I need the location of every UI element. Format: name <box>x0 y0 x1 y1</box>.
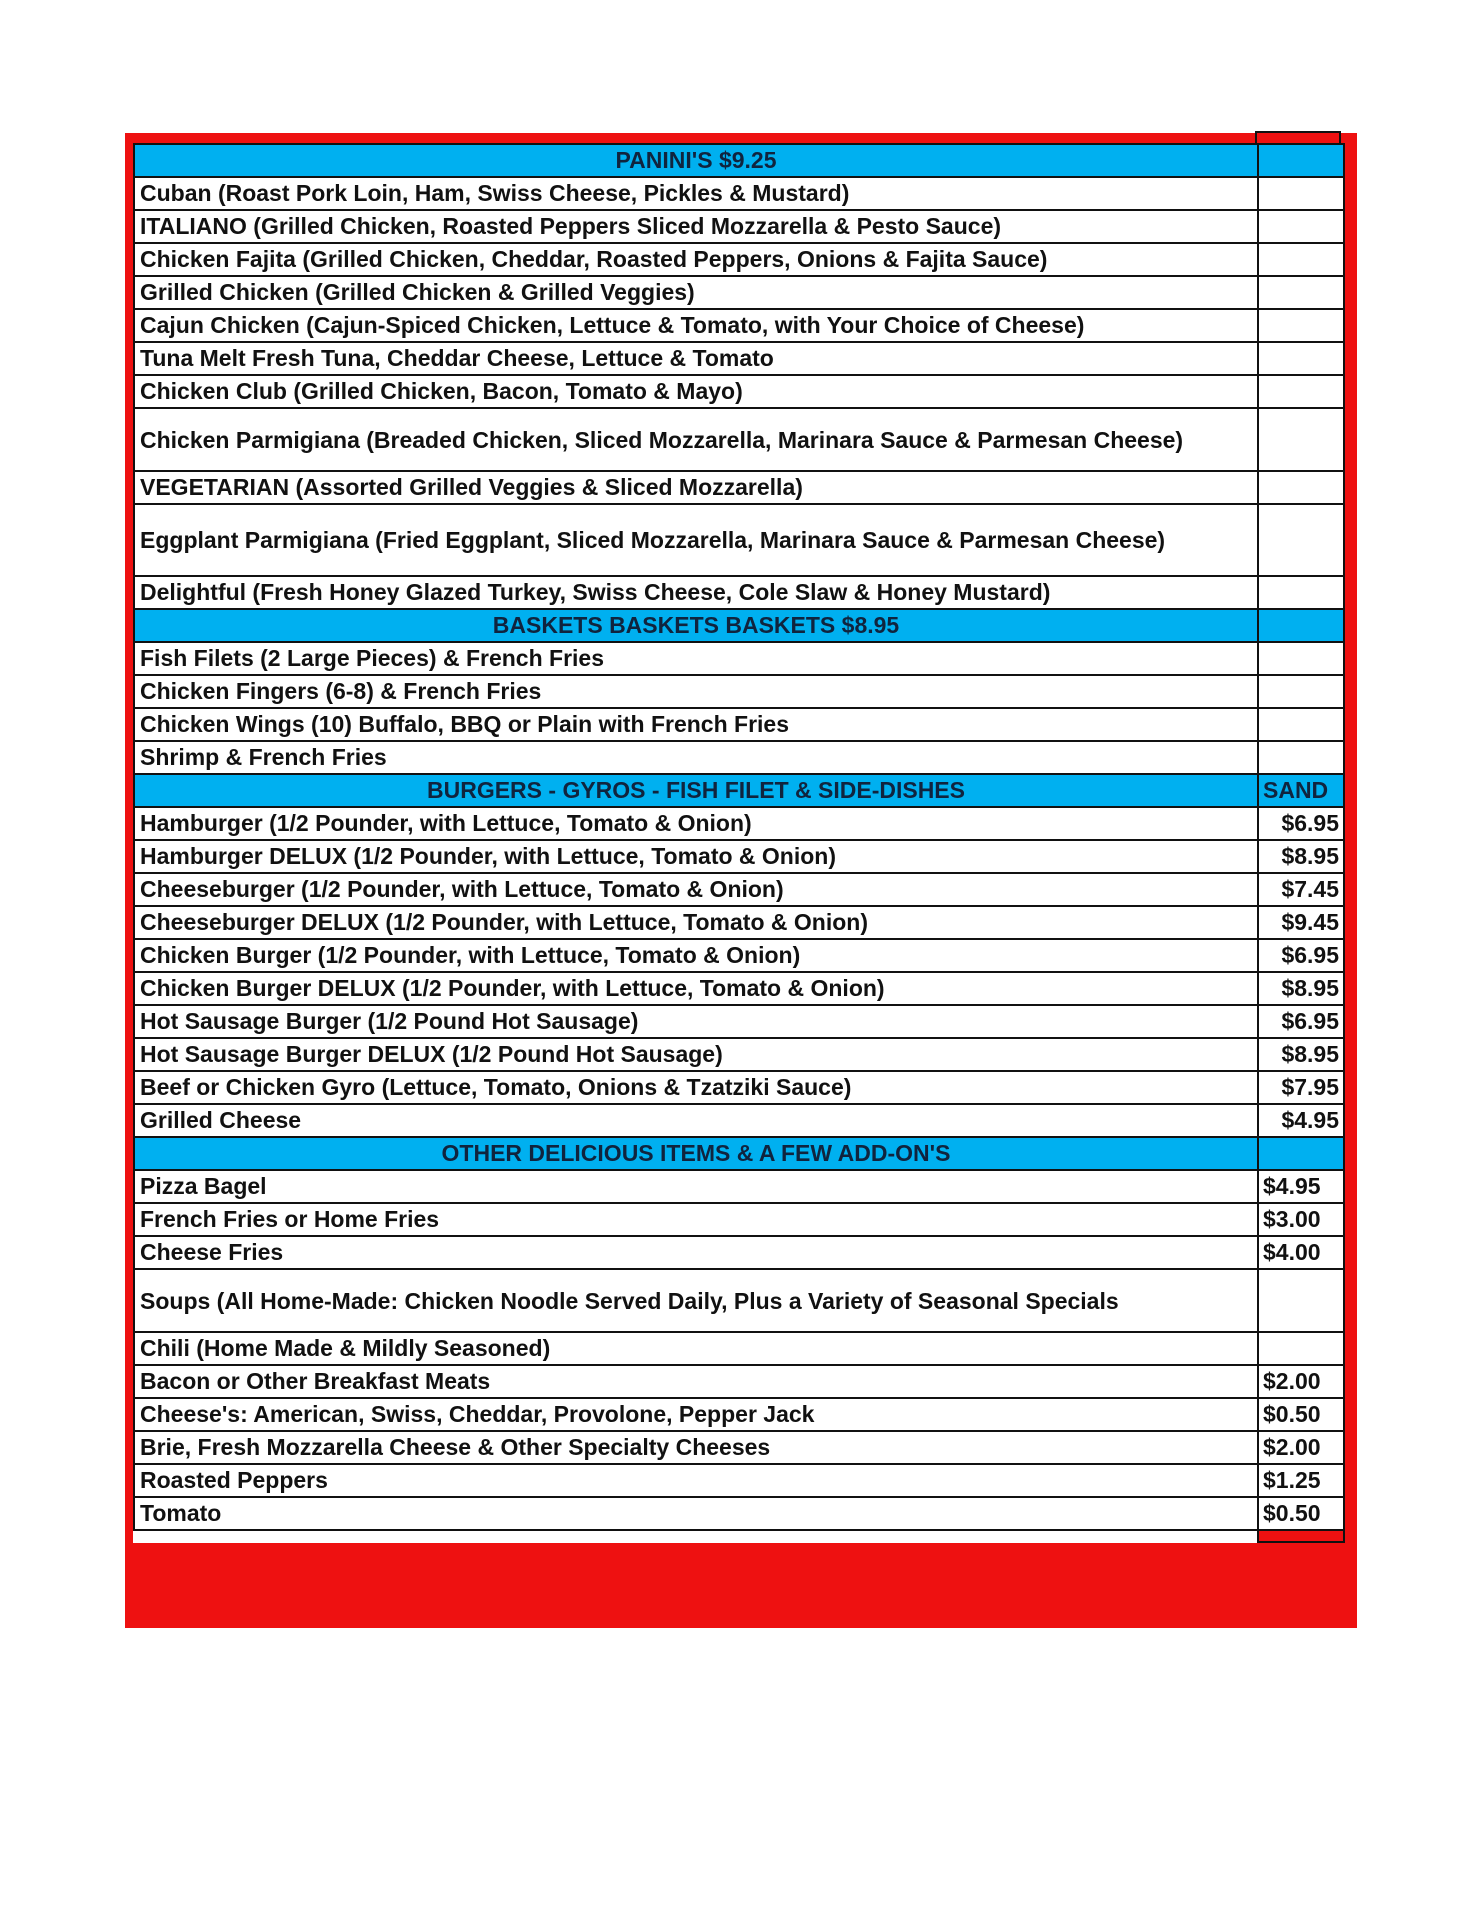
menu-table <box>133 143 1345 1543</box>
item-name: Grilled Chicken (Grilled Chicken & Grilled Veggies) <box>134 276 1258 309</box>
item-name: Chili (Home Made & Mildly Seasoned) <box>134 1332 1258 1365</box>
item-price: $4.95 <box>1258 1170 1344 1203</box>
menu-item-row <box>134 1005 1344 1038</box>
section-title: BASKETS BASKETS BASKETS $8.95 <box>134 609 1258 642</box>
section-column-label <box>1258 1137 1344 1170</box>
item-price: $9.45 <box>1258 906 1344 939</box>
menu-item-row <box>134 807 1344 840</box>
menu-item-row <box>134 1431 1344 1464</box>
item-price: $8.95 <box>1258 972 1344 1005</box>
item-name: Shrimp & French Fries <box>134 741 1258 774</box>
item-name: Cuban (Roast Pork Loin, Ham, Swiss Cheese, Pickles & Mustard) <box>134 177 1258 210</box>
item-price <box>1258 471 1344 504</box>
menu-item-row <box>134 675 1344 708</box>
item-price <box>1258 576 1344 609</box>
item-price <box>1258 675 1344 708</box>
menu-item-row <box>134 1365 1344 1398</box>
item-name: Eggplant Parmigiana (Fried Eggplant, Sliced Mozzarella, Marinara Sauce & Parmesan Cheese) <box>134 504 1258 576</box>
menu-item-row <box>134 504 1344 576</box>
item-name: VEGETARIAN (Assorted Grilled Veggies & Sliced Mozzarella) <box>134 471 1258 504</box>
menu-item-row <box>134 276 1344 309</box>
item-name: Cheese Fries <box>134 1236 1258 1269</box>
table-tail <box>134 1530 1344 1542</box>
menu-item-row <box>134 840 1344 873</box>
menu-item-row <box>134 1071 1344 1104</box>
item-price <box>1258 504 1344 576</box>
item-price: $7.45 <box>1258 873 1344 906</box>
item-price <box>1258 708 1344 741</box>
item-price: $4.00 <box>1258 1236 1344 1269</box>
item-name: Fish Filets (2 Large Pieces) & French Fries <box>134 642 1258 675</box>
item-price: $2.00 <box>1258 1365 1344 1398</box>
menu-item-row <box>134 708 1344 741</box>
menu-item-row <box>134 972 1344 1005</box>
item-name: Chicken Wings (10) Buffalo, BBQ or Plain with French Fries <box>134 708 1258 741</box>
item-name: Cajun Chicken (Cajun-Spiced Chicken, Lettuce & Tomato, with Your Choice of Cheese) <box>134 309 1258 342</box>
item-price <box>1258 408 1344 471</box>
item-name: Cheeseburger DELUX (1/2 Pounder, with Lettuce, Tomato & Onion) <box>134 906 1258 939</box>
menu-item-row <box>134 408 1344 471</box>
item-name: Hot Sausage Burger (1/2 Pound Hot Sausage) <box>134 1005 1258 1038</box>
menu-item-row <box>134 1236 1344 1269</box>
menu-item-row <box>134 576 1344 609</box>
item-name: Tuna Melt Fresh Tuna, Cheddar Cheese, Lettuce & Tomato <box>134 342 1258 375</box>
item-name: Soups (All Home-Made: Chicken Noodle Served Daily, Plus a Variety of Seasonal Specials <box>134 1269 1258 1332</box>
item-price <box>1258 1269 1344 1332</box>
item-price <box>1258 1332 1344 1365</box>
section-column-label <box>1258 144 1344 177</box>
item-price <box>1258 642 1344 675</box>
section-header-baskets <box>134 609 1344 642</box>
item-name: Roasted Peppers <box>134 1464 1258 1497</box>
item-name: Cheese's: American, Swiss, Cheddar, Provolone, Pepper Jack <box>134 1398 1258 1431</box>
item-price <box>1258 177 1344 210</box>
menu-item-row <box>134 342 1344 375</box>
item-name: Chicken Fajita (Grilled Chicken, Cheddar, Roasted Peppers, Onions & Fajita Sauce) <box>134 243 1258 276</box>
menu-item-row <box>134 1203 1344 1236</box>
item-name: Delightful (Fresh Honey Glazed Turkey, Swiss Cheese, Cole Slaw & Honey Mustard) <box>134 576 1258 609</box>
menu-item-row <box>134 906 1344 939</box>
section-title: PANINI'S $9.25 <box>134 144 1258 177</box>
item-name: Hot Sausage Burger DELUX (1/2 Pound Hot Sausage) <box>134 1038 1258 1071</box>
item-price <box>1258 243 1344 276</box>
item-name: Brie, Fresh Mozzarella Cheese & Other Specialty Cheeses <box>134 1431 1258 1464</box>
item-price: $2.00 <box>1258 1431 1344 1464</box>
section-title: BURGERS - GYROS - FISH FILET & SIDE-DISHES <box>134 774 1258 807</box>
menu-item-row <box>134 210 1344 243</box>
item-price <box>1258 375 1344 408</box>
menu-item-row <box>134 1398 1344 1431</box>
item-price <box>1258 342 1344 375</box>
item-price: $8.95 <box>1258 1038 1344 1071</box>
item-name: Chicken Parmigiana (Breaded Chicken, Sliced Mozzarella, Marinara Sauce & Parmesan Cheese) <box>134 408 1258 471</box>
menu-item-row <box>134 375 1344 408</box>
menu-item-row <box>134 939 1344 972</box>
item-price: $0.50 <box>1258 1497 1344 1530</box>
item-price: $4.95 <box>1258 1104 1344 1137</box>
section-column-label <box>1258 609 1344 642</box>
item-name: French Fries or Home Fries <box>134 1203 1258 1236</box>
section-header-burgers <box>134 774 1344 807</box>
menu-item-row <box>134 309 1344 342</box>
menu-item-row <box>134 471 1344 504</box>
menu-item-row <box>134 1104 1344 1137</box>
section-header-paninis <box>134 144 1344 177</box>
menu-item-row <box>134 1038 1344 1071</box>
item-price: $8.95 <box>1258 840 1344 873</box>
menu-item-row <box>134 873 1344 906</box>
item-name: Grilled Cheese <box>134 1104 1258 1137</box>
menu-item-row <box>134 1170 1344 1203</box>
item-name: Hamburger DELUX (1/2 Pounder, with Lettuce, Tomato & Onion) <box>134 840 1258 873</box>
menu-item-row <box>134 1332 1344 1365</box>
item-name: Bacon or Other Breakfast Meats <box>134 1365 1258 1398</box>
tail-spacer <box>134 1530 1258 1542</box>
item-name: ITALIANO (Grilled Chicken, Roasted Peppers Sliced Mozzarella & Pesto Sauce) <box>134 210 1258 243</box>
menu-item-row <box>134 642 1344 675</box>
menu-item-row <box>134 177 1344 210</box>
item-price: $6.95 <box>1258 939 1344 972</box>
item-price: $6.95 <box>1258 807 1344 840</box>
menu-item-row <box>134 1269 1344 1332</box>
section-title: OTHER DELICIOUS ITEMS & A FEW ADD-ON'S <box>134 1137 1258 1170</box>
item-name: Tomato <box>134 1497 1258 1530</box>
item-name: Cheeseburger (1/2 Pounder, with Lettuce, Tomato & Onion) <box>134 873 1258 906</box>
price-column-bottom-cap <box>1258 1530 1344 1542</box>
section-column-label: SAND <box>1258 774 1344 807</box>
item-price: $3.00 <box>1258 1203 1344 1236</box>
menu-item-row <box>134 741 1344 774</box>
item-name: Chicken Burger (1/2 Pounder, with Lettuce, Tomato & Onion) <box>134 939 1258 972</box>
item-price: $6.95 <box>1258 1005 1344 1038</box>
item-name: Chicken Burger DELUX (1/2 Pounder, with Lettuce, Tomato & Onion) <box>134 972 1258 1005</box>
item-name: Chicken Fingers (6-8) & French Fries <box>134 675 1258 708</box>
menu-item-row <box>134 1464 1344 1497</box>
item-price <box>1258 741 1344 774</box>
item-price <box>1258 210 1344 243</box>
section-header-other-items <box>134 1137 1344 1170</box>
item-name: Beef or Chicken Gyro (Lettuce, Tomato, Onions & Tzatziki Sauce) <box>134 1071 1258 1104</box>
item-name: Pizza Bagel <box>134 1170 1258 1203</box>
item-price <box>1258 309 1344 342</box>
item-name: Hamburger (1/2 Pounder, with Lettuce, Tomato & Onion) <box>134 807 1258 840</box>
menu-item-row <box>134 243 1344 276</box>
item-price: $0.50 <box>1258 1398 1344 1431</box>
item-price: $1.25 <box>1258 1464 1344 1497</box>
menu-item-row <box>134 1497 1344 1530</box>
item-price: $7.95 <box>1258 1071 1344 1104</box>
item-price <box>1258 276 1344 309</box>
item-name: Chicken Club (Grilled Chicken, Bacon, Tomato & Mayo) <box>134 375 1258 408</box>
